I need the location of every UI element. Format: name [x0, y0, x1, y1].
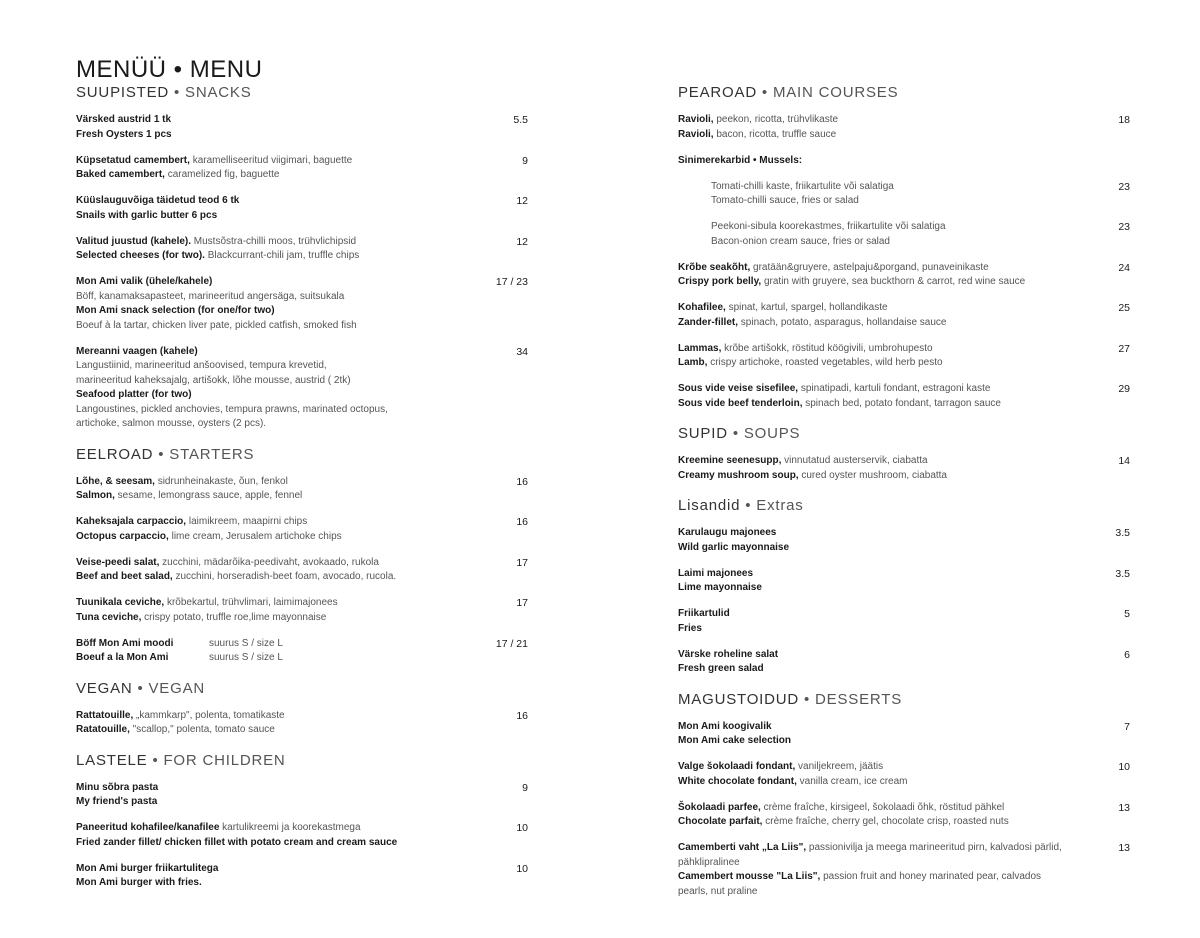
menu-section	[678, 497, 1130, 677]
item-line	[678, 720, 1070, 735]
item-price: 18	[1118, 114, 1130, 126]
item-line	[678, 316, 1070, 331]
item-description: passionivilja ja meega marineeritud pirn, kalvadosi pärlid, pähklipralinee	[678, 842, 1062, 868]
item-line	[678, 648, 1070, 663]
item-description: vinnutatud austerservik, ciabatta	[781, 455, 928, 466]
item-name: Mon Ami koogivalik	[678, 720, 772, 732]
item-line	[76, 515, 468, 530]
item-name: Ravioli,	[678, 128, 714, 140]
item-description: spinach, potato, asparagus, hollandaise sauce	[738, 316, 947, 328]
item-line	[711, 220, 1070, 235]
item-price: 23	[1118, 221, 1130, 233]
item-name: Küüslauguvõiga täidetud teod 6 tk	[76, 195, 240, 206]
item-name: Ravioli,	[678, 114, 714, 125]
item-line	[76, 596, 468, 611]
item-name: Valge šokolaadi fondant,	[678, 761, 796, 772]
menu-section	[76, 752, 528, 891]
item-price: 25	[1118, 302, 1130, 314]
item-name: Fries	[678, 622, 702, 634]
item-price: 13	[1118, 842, 1130, 854]
section-title	[76, 446, 528, 463]
item-line	[76, 359, 468, 374]
item-description: "scallop," polenta, tomato sauce	[129, 724, 275, 735]
menu-section	[76, 84, 528, 432]
item-name: Sinimerekarbid • Mussels:	[678, 154, 803, 166]
section-title	[76, 84, 528, 101]
item-line	[76, 290, 468, 305]
item-description: spinach bed, potato fondant, tarragon sauce	[802, 397, 1001, 409]
menu-item	[76, 275, 528, 333]
item-description: zucchini, horseradish-beet foam, avocado, rucola.	[172, 571, 397, 582]
item-price: 29	[1118, 383, 1130, 395]
item-price: 16	[516, 475, 528, 488]
menu-section	[76, 446, 528, 666]
item-name: Snails with garlic butter 6 pcs	[76, 209, 218, 221]
item-name: Baked camembert,	[76, 169, 165, 180]
item-line	[76, 489, 468, 504]
item-line	[76, 795, 468, 810]
menu-item	[76, 154, 528, 183]
item-line	[678, 113, 1070, 128]
section-title-en: • SOUPS	[732, 425, 801, 442]
item-line	[76, 637, 468, 652]
item-name: Minu sõbra pasta	[76, 781, 159, 793]
item-line	[678, 801, 1070, 816]
item-line	[678, 581, 1070, 596]
item-name: Fresh Oysters 1 pcs	[76, 128, 172, 140]
item-name: Ratatouille,	[76, 724, 130, 735]
item-name: Friikartulid	[678, 608, 730, 619]
item-name: Camemberti vaht „La Liis",	[678, 842, 807, 853]
item-description: sesame, lemongrass sauce, apple, fennel	[114, 490, 303, 501]
item-price: 5	[1124, 608, 1130, 620]
item-price: 16	[516, 516, 528, 528]
item-line	[76, 235, 468, 250]
item-name: Krõbe seakõht,	[678, 261, 751, 273]
item-name: Lamb,	[678, 357, 708, 368]
item-name: White chocolate fondant,	[678, 775, 797, 787]
item-line	[76, 128, 468, 143]
section-title-et: SUPID	[678, 425, 728, 442]
section-title	[678, 425, 1130, 442]
menu-item	[678, 454, 1130, 483]
item-line	[678, 275, 1070, 290]
item-line	[76, 168, 468, 183]
menu-item	[76, 194, 528, 223]
item-line	[678, 541, 1070, 556]
item-description: artichoke, salmon mousse, oysters (2 pcs).	[76, 418, 267, 429]
menu-item	[76, 709, 528, 738]
item-description: krõbekartul, trühvlimari, laimimajonees	[164, 597, 338, 608]
item-description: peekon, ricotta, trühvlikaste	[713, 114, 839, 125]
item-line	[678, 128, 1070, 143]
section-title-et: SUUPISTED	[76, 84, 170, 101]
section-title	[678, 497, 1130, 514]
item-description: vanilla cream, ice cream	[796, 775, 908, 787]
item-price: 9	[522, 154, 528, 167]
menu-item	[76, 637, 528, 666]
menu-item	[678, 801, 1130, 830]
item-line	[76, 836, 468, 851]
item-line	[678, 815, 1070, 830]
item-price: 34	[516, 345, 528, 358]
item-description: Bacon-onion cream sauce, fries or salad	[711, 235, 890, 247]
menu-item	[678, 220, 1130, 249]
item-line	[678, 870, 1070, 899]
menu-item	[76, 235, 528, 264]
item-line	[76, 304, 468, 319]
item-name: Selected cheeses (for two).	[76, 250, 205, 261]
item-line	[711, 180, 1070, 195]
item-price: 16	[516, 709, 528, 722]
item-price: 5.5	[513, 114, 528, 126]
item-price: 3.5	[1115, 527, 1130, 539]
item-price: 24	[1118, 261, 1130, 274]
item-line	[76, 194, 468, 209]
left-column	[76, 84, 528, 905]
item-name: Laimi majonees	[678, 567, 754, 579]
menu-item	[678, 180, 1130, 209]
item-line	[678, 397, 1070, 412]
item-line	[678, 662, 1070, 677]
section-title-et: PEAROAD	[678, 84, 757, 101]
menu-item	[678, 382, 1130, 411]
item-line	[76, 709, 468, 724]
item-description: bacon, ricotta, truffle sauce	[713, 128, 837, 140]
section-title-en: • VEGAN	[137, 679, 206, 697]
item-description: Blackcurrant-chili jam, truffle chips	[204, 250, 360, 261]
item-description: vaniljekreem, jäätis	[795, 761, 884, 772]
menu-item	[76, 862, 528, 891]
menu-item	[76, 113, 528, 142]
item-name: Tuunikala ceviche,	[76, 597, 165, 608]
item-description: cured oyster mushroom, ciabatta	[798, 469, 947, 481]
section-title-et: VEGAN	[76, 679, 133, 697]
item-description: zucchini, mädarõika-peedivaht, avokaado, rukola	[159, 556, 379, 568]
item-price: 7	[1124, 720, 1130, 733]
item-price: 17 / 21	[495, 637, 528, 650]
item-description: suurus S / size L	[209, 637, 283, 649]
menu-item	[76, 515, 528, 544]
item-name: Mon Ami burger friikartulitega	[76, 862, 219, 874]
menu-item	[678, 607, 1130, 636]
item-line	[678, 622, 1070, 637]
item-line	[76, 611, 468, 626]
item-line	[678, 841, 1070, 870]
item-description: Tomati-chilli kaste, friikartulite või salatiga	[711, 180, 894, 192]
menu-section	[678, 691, 1130, 900]
menu-item	[678, 760, 1130, 789]
item-price: 10	[516, 862, 528, 875]
section-title-en: • STARTERS	[158, 445, 255, 463]
menu-item	[678, 113, 1130, 142]
item-price: 6	[1124, 648, 1130, 661]
item-description: Langustiinid, marineeritud anšoovised, tempura krevetid,	[76, 360, 327, 371]
item-name: Mon Ami snack selection (for one/for two)	[76, 305, 275, 316]
item-description: lime cream, Jerusalem artichoke chips	[168, 530, 342, 542]
item-description: marineeritud kaheksajalg, artišokk, lõhe mousse, austrid ( 2tk)	[76, 374, 351, 386]
item-line	[678, 567, 1070, 582]
item-line	[678, 154, 1070, 169]
section-title-en: • DESSERTS	[804, 690, 902, 708]
item-line	[711, 194, 1070, 209]
item-name: Creamy mushroom soup,	[678, 469, 799, 481]
item-price: 9	[522, 781, 528, 794]
item-description: caramelized fig, baguette	[164, 169, 280, 180]
item-line	[76, 723, 468, 738]
menu-item	[76, 596, 528, 625]
item-line	[76, 821, 468, 836]
item-description: „kammkarp", polenta, tomatikaste	[133, 709, 285, 721]
section-title	[678, 691, 1130, 708]
item-name: Octopus carpaccio,	[76, 530, 169, 542]
item-price: 12	[516, 235, 528, 248]
item-name: Kreemine seenesupp,	[678, 455, 782, 466]
item-price: 14	[1118, 455, 1130, 467]
item-line	[678, 342, 1070, 357]
section-title-en: • Extras	[745, 497, 804, 514]
item-line	[711, 235, 1070, 250]
item-name: Zander-fillet,	[678, 316, 739, 328]
menu-item	[678, 261, 1130, 290]
item-description: kartulikreemi ja koorekastmega	[219, 822, 361, 833]
item-line	[76, 475, 468, 490]
item-line	[76, 319, 468, 334]
item-name: My friend's pasta	[76, 796, 158, 807]
item-description: krõbe artišokk, röstitud köögivili, umbrohupesto	[721, 342, 933, 354]
item-name: Mon Ami cake selection	[678, 735, 791, 746]
item-name: Šokolaadi parfee,	[678, 801, 761, 813]
item-line	[76, 388, 468, 403]
menu-item	[76, 556, 528, 585]
item-description: suurus S / size L	[209, 652, 283, 663]
right-column	[678, 84, 1130, 913]
item-description: Langoustines, pickled anchovies, tempura prawns, marinated octopus,	[76, 403, 388, 415]
item-line	[678, 734, 1070, 749]
menu-item	[678, 841, 1130, 899]
item-name: Beef and beet salad,	[76, 571, 173, 582]
item-line	[678, 301, 1070, 316]
item-line	[76, 345, 468, 360]
item-line	[678, 469, 1070, 484]
item-name: Valitud juustud (kahele).	[76, 235, 192, 247]
item-line	[76, 570, 468, 585]
item-line	[76, 530, 468, 545]
item-name: Sous vide beef tenderloin,	[678, 397, 803, 409]
item-description: crème fraîche, cherry gel, chocolate crisp, roasted nuts	[762, 816, 1009, 827]
item-name: Mereanni vaagen (kahele)	[76, 345, 198, 357]
item-name: Salmon,	[76, 490, 115, 501]
section-title-et: LASTELE	[76, 751, 148, 769]
item-line	[678, 261, 1070, 276]
item-description: spinatipadi, kartuli fondant, estragoni kaste	[798, 383, 991, 394]
section-title	[678, 84, 1130, 101]
item-price: 17	[516, 556, 528, 569]
item-description: Mustsõstra-chilli moos, trühvlichipsid	[191, 235, 357, 247]
item-line	[678, 607, 1070, 622]
item-price: 3.5	[1115, 567, 1130, 580]
item-description: gratään&gruyere, astelpaju&porgand, punaveinikaste	[750, 261, 989, 273]
section-title-et: EELROAD	[76, 445, 154, 463]
item-name: Paneeritud kohafilee/kanafilee	[76, 822, 220, 833]
menu-item	[76, 475, 528, 504]
menu-title: MENÜÜ • MENU	[76, 56, 263, 84]
item-line	[678, 775, 1070, 790]
menu-item	[678, 567, 1130, 596]
item-line	[678, 382, 1070, 397]
item-line	[76, 651, 468, 666]
item-name: Wild garlic mayonnaise	[678, 541, 790, 553]
menu-section	[76, 680, 528, 738]
menu-item	[678, 342, 1130, 371]
item-description: crispy artichoke, roasted vegetables, wild herb pesto	[707, 357, 943, 368]
item-name: Värsked austrid 1 tk	[76, 114, 172, 125]
item-line	[76, 275, 468, 290]
menu-item	[76, 821, 528, 850]
item-name: Fresh green salad	[678, 663, 764, 674]
menu-item	[678, 154, 1130, 169]
item-name: Fried zander fillet/ chicken fillet with potato cream and cream sauce	[76, 836, 398, 848]
item-price: 23	[1118, 180, 1130, 193]
item-description: Tomato-chilli sauce, fries or salad	[711, 195, 859, 206]
item-description: laimikreem, maapirni chips	[186, 516, 308, 527]
item-name: Veise-peedi salat,	[76, 556, 160, 568]
menu-section	[678, 84, 1130, 411]
item-line	[678, 356, 1070, 371]
item-name: Mon Ami burger with fries.	[76, 877, 202, 888]
item-price: 13	[1118, 801, 1130, 814]
item-name: Kohafilee,	[678, 302, 726, 313]
item-line	[76, 417, 468, 432]
item-name: Kaheksajala carpaccio,	[76, 516, 187, 527]
menu-item	[76, 781, 528, 810]
menu-item	[678, 720, 1130, 749]
item-description: gratin with gruyere, sea buckthorn & carrot, red wine sauce	[761, 276, 1026, 287]
item-name: Värske roheline salat	[678, 648, 779, 660]
item-name: Lime mayonnaise	[678, 582, 762, 593]
menu-item	[678, 648, 1130, 677]
section-title-et: MAGUSTOIDUD	[678, 690, 800, 708]
item-name: Rattatouille,	[76, 709, 134, 721]
item-line	[76, 862, 468, 877]
item-line	[76, 209, 468, 224]
item-line	[76, 374, 468, 389]
item-description: passion fruit and honey marinated pear, calvados pearls, nut praline	[678, 871, 1042, 897]
menu-item	[678, 526, 1130, 555]
item-name: Sous vide veise sisefilee,	[678, 383, 799, 394]
item-description: Boeuf à la tartar, chicken liver pate, pickled catfish, smoked fish	[76, 319, 357, 331]
item-name: Küpsetatud camembert,	[76, 154, 190, 166]
section-title-et: Lisandid	[678, 497, 741, 514]
item-line	[678, 454, 1070, 469]
item-price: 17	[516, 597, 528, 609]
item-name: Camembert mousse "La Liis",	[678, 871, 821, 882]
item-line	[76, 781, 468, 796]
item-description: karamelliseeritud viigimari, baguette	[189, 154, 353, 166]
item-price: 17 / 23	[495, 276, 528, 288]
item-line	[76, 876, 468, 891]
item-description: Peekoni-sibula koorekastmes, friikartulite või salatiga	[711, 221, 946, 232]
item-description: crispy potato, truffle roe,lime mayonnaise	[141, 611, 327, 623]
item-price: 12	[516, 195, 528, 207]
item-line	[76, 113, 468, 128]
section-title-en: • MAIN COURSES	[761, 84, 899, 101]
item-name: Tuna ceviche,	[76, 611, 142, 623]
item-line	[76, 556, 468, 571]
menu-item	[76, 345, 528, 432]
menu-section	[678, 425, 1130, 483]
item-price: 27	[1118, 342, 1130, 355]
item-name: Boeuf a la Mon Ami	[76, 652, 169, 663]
section-title-en: • FOR CHILDREN	[152, 751, 286, 769]
item-name: Seafood platter (for two)	[76, 389, 192, 400]
item-line	[76, 249, 468, 264]
item-price: 10	[516, 822, 528, 834]
item-name: Lammas,	[678, 342, 722, 354]
section-title-en: • SNACKS	[174, 84, 252, 101]
item-description: spinat, kartul, spargel, hollandikaste	[725, 302, 888, 313]
item-description: crème fraîche, kirsigeel, šokolaadi õhk, röstitud pähkel	[760, 801, 1005, 813]
item-name: Mon Ami valik (ühele/kahele)	[76, 276, 213, 287]
section-title	[76, 752, 528, 769]
item-line	[678, 760, 1070, 775]
item-name: Chocolate parfait,	[678, 816, 763, 827]
item-name: Crispy pork belly,	[678, 276, 762, 287]
item-description: Böff, kanamaksapasteet, marineeritud angersäga, suitsukala	[76, 290, 345, 302]
menu-item	[678, 301, 1130, 330]
item-line	[76, 403, 468, 418]
item-name: Karulaugu majonees	[678, 527, 777, 538]
item-price: 10	[1118, 761, 1130, 773]
section-title	[76, 680, 528, 697]
item-line	[76, 154, 468, 169]
item-description: sidrunheinakaste, õun, fenkol	[154, 475, 288, 487]
item-name: Lõhe, & seesam,	[76, 475, 155, 487]
item-name: Böff Mon Ami moodi	[76, 637, 174, 649]
item-line	[678, 526, 1070, 541]
